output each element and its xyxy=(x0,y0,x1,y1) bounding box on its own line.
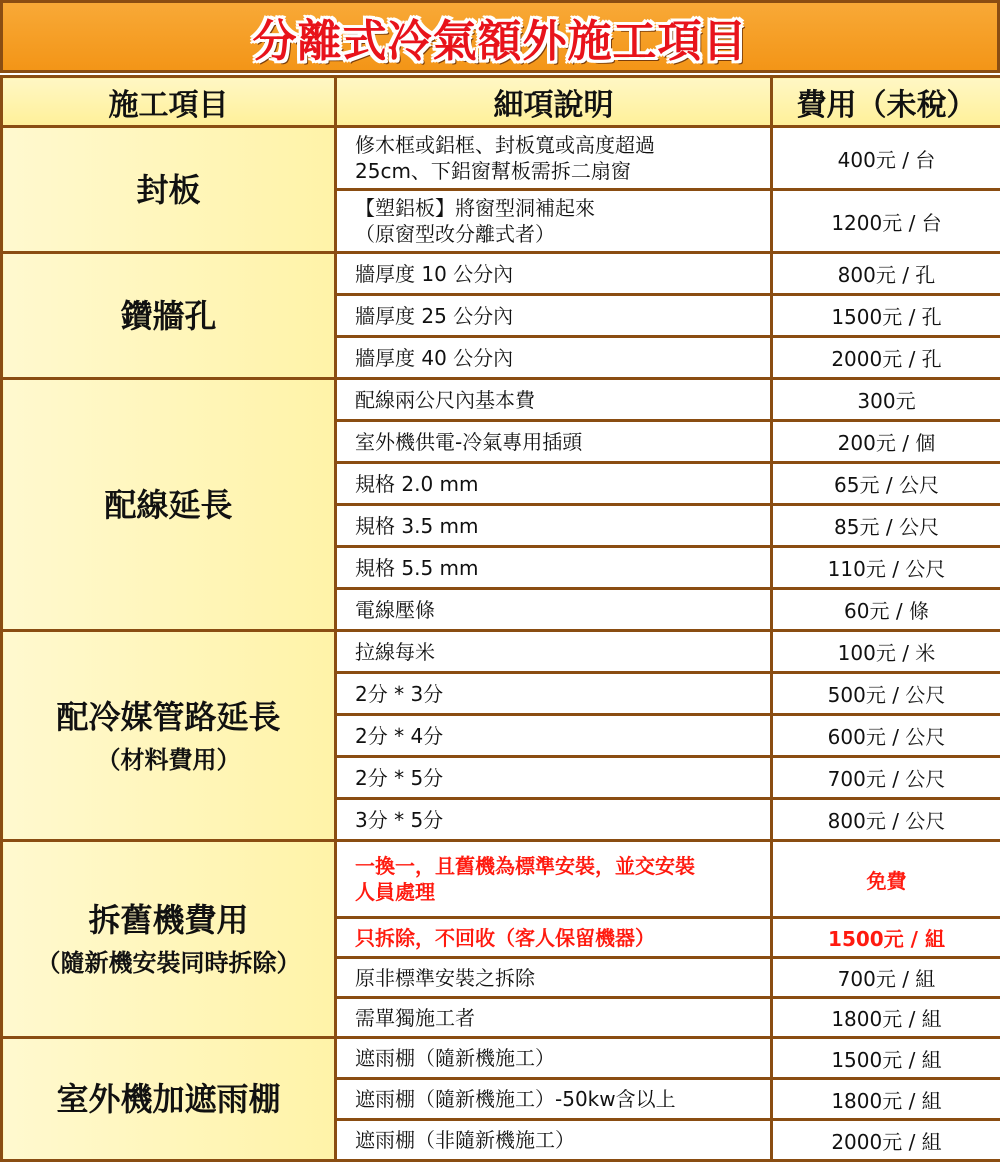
category-name: 室外機加遮雨棚 xyxy=(56,1080,281,1118)
fee-cell: 700元 / 公尺 xyxy=(772,757,1000,799)
fee-cell: 400元 / 台 xyxy=(772,127,1000,190)
fee-cell: 1500元 / 孔 xyxy=(772,295,1000,337)
detail-cell: 【塑鋁板】將窗型洞補起來 （原窗型改分離式者） xyxy=(336,190,772,253)
fee-cell: 1500元 / 組 xyxy=(772,1038,1000,1079)
table-row xyxy=(2,841,1000,918)
fee-cell-highlight: 免費 xyxy=(772,841,1000,918)
price-table xyxy=(0,75,1000,1162)
detail-cell: 牆厚度 25 公分內 xyxy=(336,295,772,337)
fee-cell: 2000元 / 組 xyxy=(772,1120,1000,1161)
fee-cell: 800元 / 孔 xyxy=(772,253,1000,295)
category-cell xyxy=(2,841,336,1038)
table-row xyxy=(2,127,1000,190)
category-name: 鑽牆孔 xyxy=(120,296,217,335)
fee-cell: 500元 / 公尺 xyxy=(772,673,1000,715)
table-row xyxy=(2,1038,1000,1079)
title-banner xyxy=(0,0,1000,73)
category-name: 配線延長 xyxy=(104,485,233,524)
fee-cell: 800元 / 公尺 xyxy=(772,799,1000,841)
fee-cell-highlight: 1500元 / 組 xyxy=(772,918,1000,958)
table-row xyxy=(2,631,1000,673)
detail-cell: 原非標準安裝之拆除 xyxy=(336,958,772,998)
detail-cell: 2分 * 3分 xyxy=(336,673,772,715)
detail-cell-highlight: 只拆除，不回收（客人保留機器） xyxy=(336,918,772,958)
fee-cell: 1200元 / 台 xyxy=(772,190,1000,253)
column-header-fee: 費用（未稅） xyxy=(772,77,1000,127)
category-cell xyxy=(2,127,336,253)
category-note: （隨新機安裝同時拆除） xyxy=(36,949,301,977)
fee-cell: 300元 xyxy=(772,379,1000,421)
detail-cell: 規格 2.0 mm xyxy=(336,463,772,505)
detail-cell: 牆厚度 40 公分內 xyxy=(336,337,772,379)
detail-cell: 2分 * 4分 xyxy=(336,715,772,757)
table-row xyxy=(2,379,1000,421)
category-cell xyxy=(2,379,336,631)
category-name: 拆舊機費用 xyxy=(88,901,249,939)
detail-cell: 配線兩公尺內基本費 xyxy=(336,379,772,421)
detail-cell: 室外機供電-冷氣專用插頭 xyxy=(336,421,772,463)
fee-cell: 600元 / 公尺 xyxy=(772,715,1000,757)
fee-cell: 2000元 / 孔 xyxy=(772,337,1000,379)
fee-cell: 200元 / 個 xyxy=(772,421,1000,463)
fee-cell: 110元 / 公尺 xyxy=(772,547,1000,589)
category-cell xyxy=(2,253,336,379)
detail-cell: 3分 * 5分 xyxy=(336,799,772,841)
detail-cell: 電線壓條 xyxy=(336,589,772,631)
detail-cell-highlight: 一換一，且舊機為標準安裝，並交安裝 人員處理 xyxy=(336,841,772,918)
detail-cell: 需單獨施工者 xyxy=(336,998,772,1038)
detail-cell: 2分 * 5分 xyxy=(336,757,772,799)
category-note: （材料費用） xyxy=(96,745,241,774)
detail-cell: 牆厚度 10 公分內 xyxy=(336,253,772,295)
detail-cell: 遮雨棚（非隨新機施工） xyxy=(336,1120,772,1161)
page-title: 分離式冷氣額外施工項目 xyxy=(252,15,748,67)
detail-cell: 修木框或鋁框、封板寬或高度超過 25cm、下鋁窗幫板需拆二扇窗 xyxy=(336,127,772,190)
table-header-row xyxy=(2,77,1000,127)
category-name: 配冷媒管路延長 xyxy=(56,697,281,736)
detail-cell: 規格 3.5 mm xyxy=(336,505,772,547)
fee-cell: 85元 / 公尺 xyxy=(772,505,1000,547)
fee-cell: 60元 / 條 xyxy=(772,589,1000,631)
detail-cell: 遮雨棚（隨新機施工）-50kw含以上 xyxy=(336,1079,772,1120)
fee-cell: 700元 / 組 xyxy=(772,958,1000,998)
detail-cell: 拉線每米 xyxy=(336,631,772,673)
detail-cell: 規格 5.5 mm xyxy=(336,547,772,589)
table-row xyxy=(2,253,1000,295)
category-cell xyxy=(2,631,336,841)
column-header-item: 施工項目 xyxy=(2,77,336,127)
detail-cell: 遮雨棚（隨新機施工） xyxy=(336,1038,772,1079)
fee-cell: 65元 / 公尺 xyxy=(772,463,1000,505)
fee-cell: 1800元 / 組 xyxy=(772,998,1000,1038)
category-cell xyxy=(2,1038,336,1161)
column-header-detail: 細項說明 xyxy=(336,77,772,127)
category-name: 封板 xyxy=(136,170,201,209)
fee-cell: 100元 / 米 xyxy=(772,631,1000,673)
fee-cell: 1800元 / 組 xyxy=(772,1079,1000,1120)
